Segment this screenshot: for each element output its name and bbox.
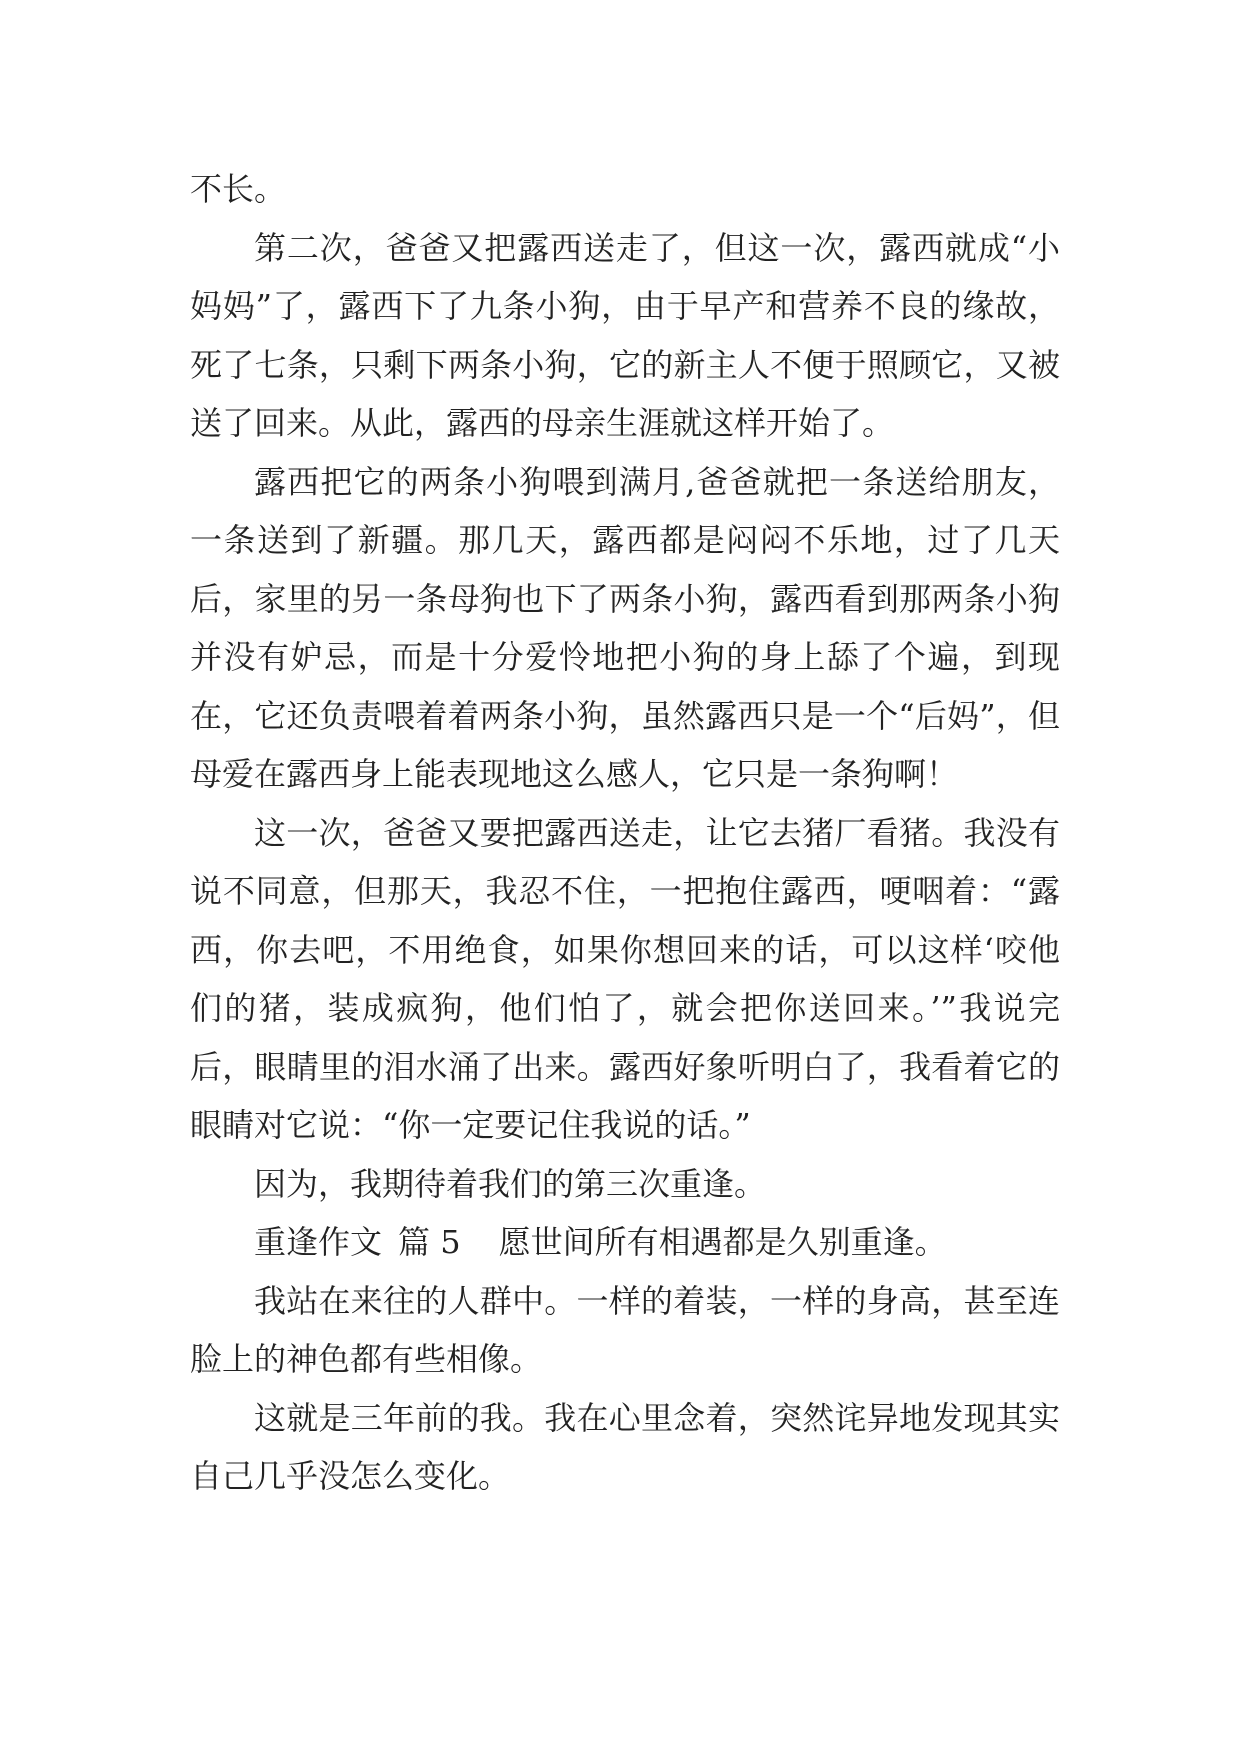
paragraph: 这一次，爸爸又要把露西送走，让它去猪厂看猪。我没有说不同意，但那天，我忍不住，一把抱住露西，哽咽着：“露西，你去吧，不用绝食，如果你想回来的话，可以这样‘咬他们的猪，装成疯狗，他们怕了，就会把你送回来。’”我说完后，眼睛里的泪水涌了出来。露西好象听明白了，我看着它的眼睛对它说：“你一定要记住我说的话。” [190, 813, 1060, 1144]
paragraph: 我站在来往的人群中。一样的着装，一样的身高，甚至连脸上的神色都有些相像。 [190, 1281, 1060, 1378]
paragraph: 第二次，爸爸又把露西送走了，但这一次，露西就成“小妈妈”了，露西下了九条小狗，由于早产和营养不良的缘故，死了七条，只剩下两条小狗，它的新主人不便于照顾它，又被送了回来。从此，露西的母亲生涯就这样开始了。 [190, 228, 1060, 442]
document-body [190, 160, 1060, 1506]
paragraph: 露西把它的两条小狗喂到满月,爸爸就把一条送给朋友，一条送到了新疆。那几天，露西都是闷闷不乐地，过了几天后，家里的另一条母狗也下了两条小狗，露西看到那两条小狗并没有妒忌，而是十分爱怜地把小狗的身上舔了个遍，到现在，它还负责喂着着两条小狗，虽然露西只是一个“后妈”，但母爱在露西身上能表现地这么感人，它只是一条狗啊！ [190, 462, 1060, 793]
section-quote: 愿世间所有相遇都是久别重逢。 [498, 1223, 947, 1261]
paragraph: 这就是三年前的我。我在心里念着，突然诧异地发现其实自己几乎没怎么变化。 [190, 1398, 1060, 1495]
paragraph-continuation: 不长。 [190, 170, 287, 208]
paragraph: 因为，我期待着我们的第三次重逢。 [254, 1164, 767, 1203]
section-title: 重逢作文 [254, 1223, 383, 1261]
section-heading-line [190, 1213, 1060, 1272]
section-number: 篇 5 [398, 1223, 461, 1261]
